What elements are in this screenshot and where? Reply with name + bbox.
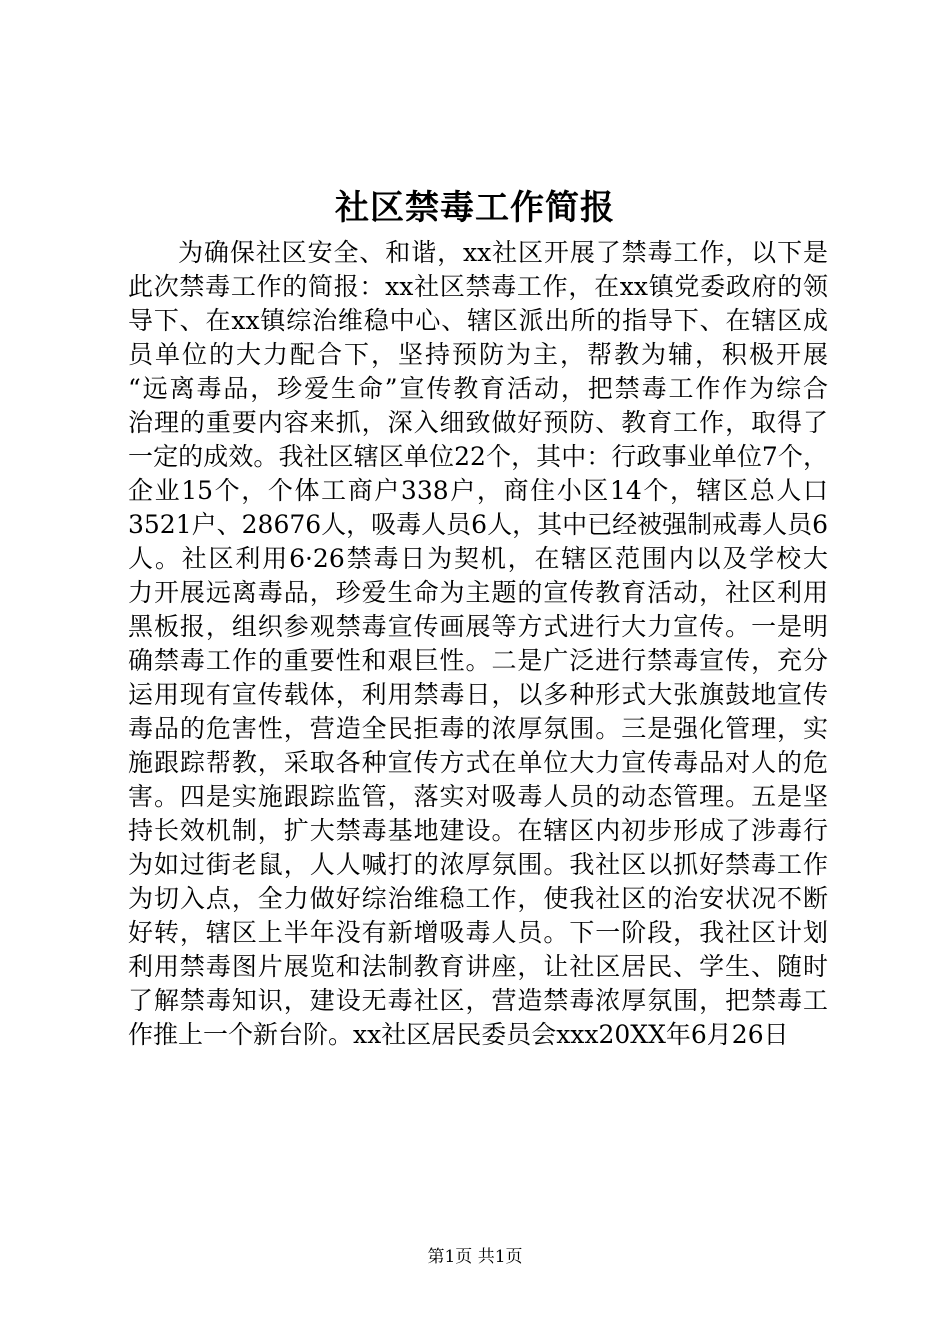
page-title: 社区禁毒工作简报 (335, 188, 615, 228)
body-line: 一定的成效。我社区辖区单位22个，其中：行政事业单位7个， (128, 442, 828, 471)
body-line: 施跟踪帮教，采取各种宣传方式在单位大力宣传毒品对人的危 (128, 748, 828, 777)
body-line: 黑板报，组织参观禁毒宣传画展等方式进行大力宣传。一是明 (128, 612, 828, 641)
body-line: 3521户、28676人，吸毒人员6人，其中已经被强制戒毒人员6 (128, 510, 828, 539)
body-line: 确禁毒工作的重要性和艰巨性。二是广泛进行禁毒宣传，充分 (128, 646, 828, 675)
body-paragraph (128, 236, 828, 1052)
body-line: 企业15个，个体工商户338户，商住小区14个，辖区总人口 (128, 476, 828, 505)
body-line: 为如过街老鼠，人人喊打的浓厚氛围。我社区以抓好禁毒工作 (128, 850, 828, 879)
body-line: 治理的重要内容来抓，深入细致做好预防、教育工作，取得了 (128, 408, 828, 437)
body-line: 员单位的大力配合下，坚持预防为主，帮教为辅，积极开展 (128, 340, 828, 369)
body-line: 害。四是实施跟踪监管，落实对吸毒人员的动态管理。五是坚 (128, 782, 828, 811)
body-line: 持长效机制，扩大禁毒基地建设。在辖区内初步形成了涉毒行 (128, 816, 828, 845)
body-line: 导下、在xx镇综治维稳中心、辖区派出所的指导下、在辖区成 (128, 306, 828, 335)
body-line: 了解禁毒知识，建设无毒社区，营造禁毒浓厚氛围，把禁毒工 (128, 986, 828, 1015)
body-line: 运用现有宣传载体，利用禁毒日，以多种形式大张旗鼓地宣传 (128, 680, 828, 709)
body-line: “远离毒品，珍爱生命”宣传教育活动，把禁毒工作作为综合 (128, 374, 828, 403)
body-line: 为确保社区安全、和谐，xx社区开展了禁毒工作，以下是 (178, 238, 828, 267)
body-line: 毒品的危害性，营造全民拒毒的浓厚氛围。三是强化管理，实 (128, 714, 828, 743)
page-footer: 第1页 共1页 (427, 1247, 523, 1267)
body-line: 好转，辖区上半年没有新增吸毒人员。下一阶段，我社区计划 (128, 918, 828, 947)
body-line: 利用禁毒图片展览和法制教育讲座，让社区居民、学生、随时 (128, 952, 828, 981)
body-line: 作推上一个新台阶。xx社区居民委员会xxx20XX年6月26日 (128, 1020, 789, 1049)
body-line: 为切入点，全力做好综治维稳工作，使我社区的治安状况不断 (128, 884, 828, 913)
body-line: 人。社区利用6·26禁毒日为契机，在辖区范围内以及学校大 (128, 544, 828, 573)
body-line: 力开展远离毒品，珍爱生命为主题的宣传教育活动，社区利用 (128, 578, 828, 607)
body-line: 此次禁毒工作的简报：xx社区禁毒工作，在xx镇党委政府的领 (128, 272, 828, 301)
